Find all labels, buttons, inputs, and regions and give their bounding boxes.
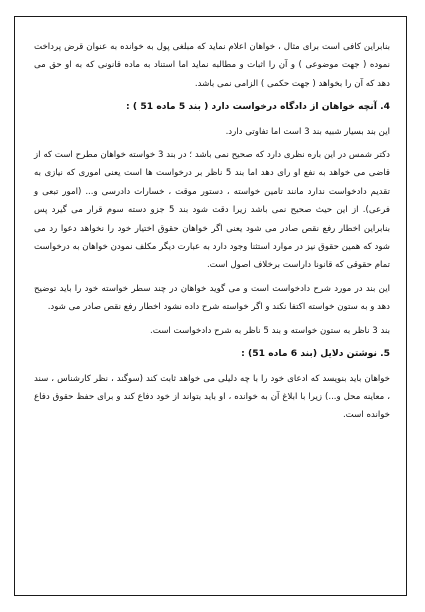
- paragraph-clause-comparison: بند 3 ناظر به ستون خواسته و بند 5 ناظر به شرح دادخواست است.: [150, 325, 390, 336]
- document-body: [34, 38, 390, 430]
- paragraph-dr-shams-opinion: دکتر شمس در این باره نظری دارد که صحیح نمی باشد ؛ در بند 3 خواسته خواهان مطرح است که از قاضی می خواهد به نفع او رای دهد اما بند 5 ناظر بر درخواست ها است یعنی اموری که نیازی به تقدیم دادخواست ندارد مانند تامین خواسته ، دستور موقت ، خسارات دادرسی و... (امور تبعی و فرعی). از این حیث صحیح نمی باشد زیرا دقت شود بند 5 جزو دسته سوم قرار می گیرد پس بنابراین اخطار رفع نقص صادر می شود یعنی اگر خواهان حقوق اختیار خود را نخواهد دعوا رد می شود که همین حقوق نیز در موارد استثنا وجود دارد به عبارت دیگر مکلف نمودن خواهان به درخواست تمام حقوقی که قانونا داراست برخلاف اصول است.: [34, 150, 390, 271]
- paragraph-evidence: خواهان باید بنویسد که ادعای خود را با چه دلیلی می خواهد ثابت کند (سوگند ، نظر کارشناس ، سند ، معاینه محل و...) زیرا با ابلاغ آن به خوانده ، او باید بتواند از خود دفاع کند و برای حفظ حقوق دفاع خوانده است.: [34, 373, 390, 421]
- paragraph-loan-example: بنابراین کافی است برای مثال ، خواهان اعلام نماید که مبلغی پول به خوانده به عنوان قرض پرداخت نموده ( جهت موضوعی ) و آن را اثبات و مطالبه نماید اما استناد به ماده قانونی که به او حق می دهد که آن را بخواهد ( جهت حکمی ) الزامی نمی باشد.: [34, 42, 390, 89]
- paragraph-petition-description: این بند در مورد شرح دادخواست است و می گوید خواهان در چند سطر خواسته خود را باید توضیح دهد و به ستون خواسته اکتفا نکند و اگر خواسته شرح داده نشود اخطار رفع نقص صادر می شود.: [34, 283, 390, 313]
- paragraph-similarity: این بند بسیار شبیه بند 3 است اما تفاوتی دارد.: [225, 126, 390, 137]
- heading-section-4: 4. آنچه خواهان از دادگاه درخواست دارد ( بند 5 ماده 51 ) :: [126, 101, 390, 113]
- heading-section-5: 5. نوشتن دلایل (بند 6 ماده 51) :: [241, 348, 390, 360]
